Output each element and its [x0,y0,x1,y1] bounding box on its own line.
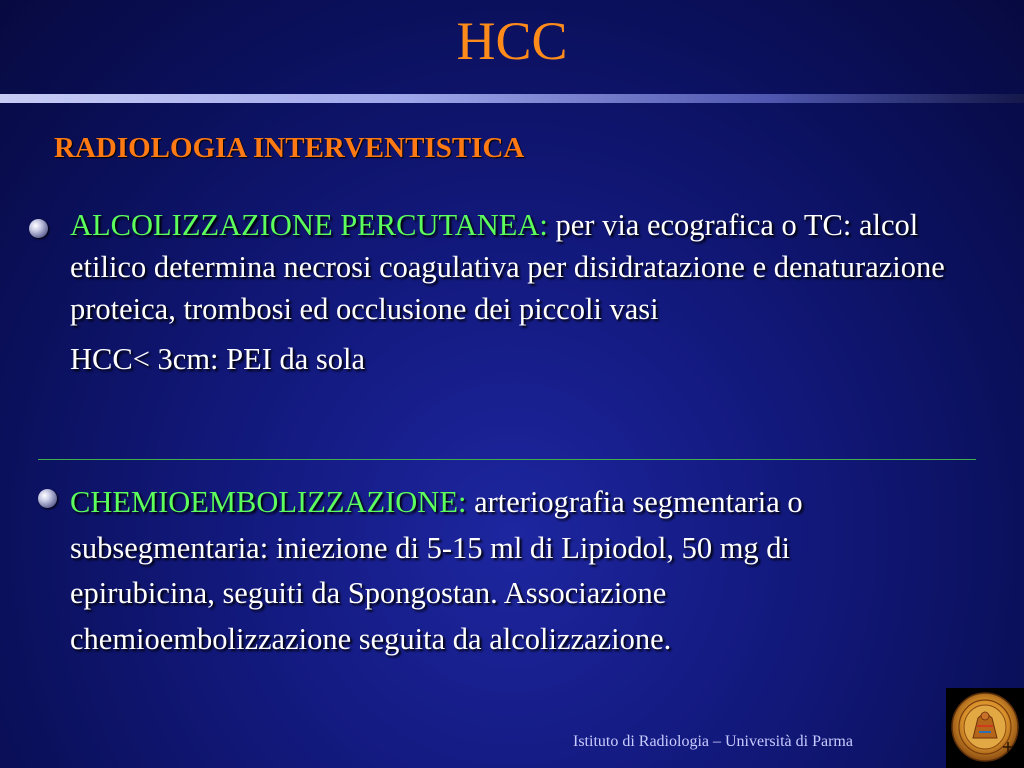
bullet-sphere-icon [29,219,48,238]
bullet-item-chemioembolizzazione [70,480,930,662]
bullet-text: arteriografia segmentaria o subsegmentaria: iniezione di 5-15 ml di Lipiodol, 50 mg di epirubicina, seguiti da Spongostan. Associazione chemioembolizzazione seguita da alcolizzazione. [70,485,803,656]
bullet-term: CHEMIOEMBOLIZZAZIONE: [70,485,467,519]
bullet-sphere-icon [38,489,57,508]
slide-title: HCC [456,11,568,71]
university-seal-icon [951,692,1019,762]
bullet-term: ALCOLIZZAZIONE PERCUTANEA: [70,208,548,242]
bullet-text: per via ecografica o TC: alcol etilico determina necrosi coagulativa per disidratazione e denaturazione proteica, trombosi ed occlusione dei piccoli vasi [70,208,945,326]
bullet-item-alcolizzazione [70,204,975,380]
title-rule [0,94,1024,103]
bullet-extra-line: HCC< 3cm: PEI da sola [70,342,366,376]
section-divider [38,459,976,460]
subtitle: RADIOLOGIA INTERVENTISTICA [54,132,525,164]
footer-institution: Istituto di Radiologia – Università di Parma [573,733,853,750]
seal-box [946,688,1024,768]
